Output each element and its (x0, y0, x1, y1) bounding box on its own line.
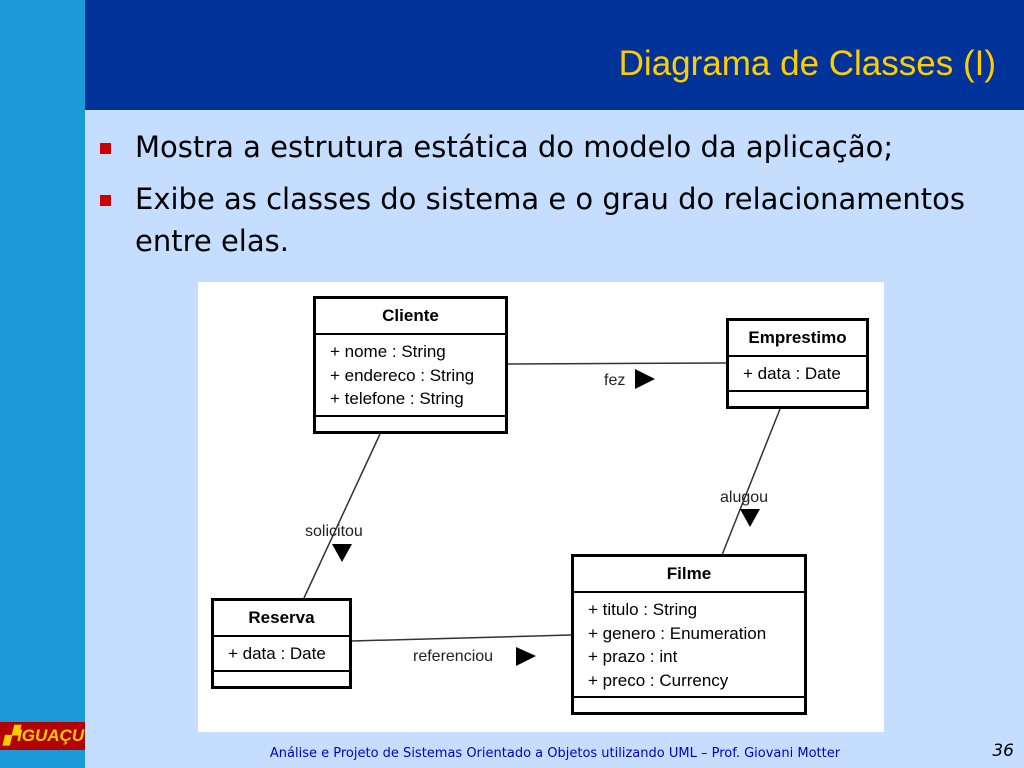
association-line-solicitou (304, 434, 380, 598)
uml-class-diagram (198, 282, 884, 732)
class-operations (574, 698, 804, 712)
class-attribute: + endereco : String (330, 365, 475, 385)
left-sidebar-bar (0, 0, 85, 768)
logo-text: IGUAÇU (17, 726, 85, 745)
class-box-emprestimo (726, 318, 869, 409)
page-number: 36 (992, 741, 1014, 761)
class-name: Emprestimo (729, 321, 866, 357)
class-operations (214, 672, 349, 686)
association-label-solicitou: solicitou (305, 523, 363, 540)
bullet-list (95, 126, 1015, 272)
class-name: Reserva (214, 601, 349, 637)
class-operations (316, 417, 505, 431)
association-line-fez (508, 363, 726, 364)
class-name: Filme (574, 557, 804, 593)
association-line-alugou (722, 409, 780, 555)
association-label-alugou: alugou (720, 489, 769, 506)
class-attributes (316, 335, 505, 417)
class-attributes (729, 357, 866, 392)
bullet-square-icon (100, 143, 111, 154)
bullet-item (95, 178, 1015, 262)
association-line-referenciou (352, 635, 571, 641)
bullet-text: Exibe as classes do sistema e o grau do relacionamentos entre elas. (135, 182, 965, 258)
bullet-square-icon (100, 195, 111, 206)
class-attribute: + data : Date (743, 364, 841, 383)
class-attribute: + data : Date (228, 644, 326, 663)
class-attributes (574, 593, 804, 698)
arrow-fez-icon (635, 369, 655, 389)
slide-footer: Análise e Projeto de Sistemas Orientado a Objetos utilizando UML – Prof. Giovani Motter (269, 746, 841, 761)
arrow-alugou-icon (740, 509, 760, 527)
class-attribute: + titulo : String (588, 600, 698, 619)
association-label-referenciou: referenciou (413, 648, 494, 665)
class-attribute: + genero : Enumeration (588, 623, 767, 643)
class-attribute: + telefone : String (330, 389, 464, 408)
arrow-solicitou-icon (332, 544, 352, 562)
class-name: Cliente (316, 299, 505, 335)
bullet-item (95, 126, 1015, 168)
title-bar (85, 0, 1024, 110)
association-label-fez: fez (604, 372, 626, 389)
class-box-filme (571, 554, 807, 715)
class-box-cliente (313, 296, 508, 434)
class-box-reserva (211, 598, 352, 689)
bullet-text: Mostra a estrutura estática do modelo da aplicação; (135, 130, 894, 164)
class-operations (729, 392, 866, 406)
class-attributes (214, 637, 349, 672)
logo-mark-icon: ▞ (4, 726, 18, 745)
class-attribute: + prazo : int (588, 647, 678, 666)
arrow-referenciou-icon (516, 647, 536, 666)
class-attribute: + preco : Currency (588, 670, 729, 690)
slide-title: Diagrama de Classes (I) (618, 44, 996, 83)
class-attribute: + nome : String (330, 342, 446, 361)
